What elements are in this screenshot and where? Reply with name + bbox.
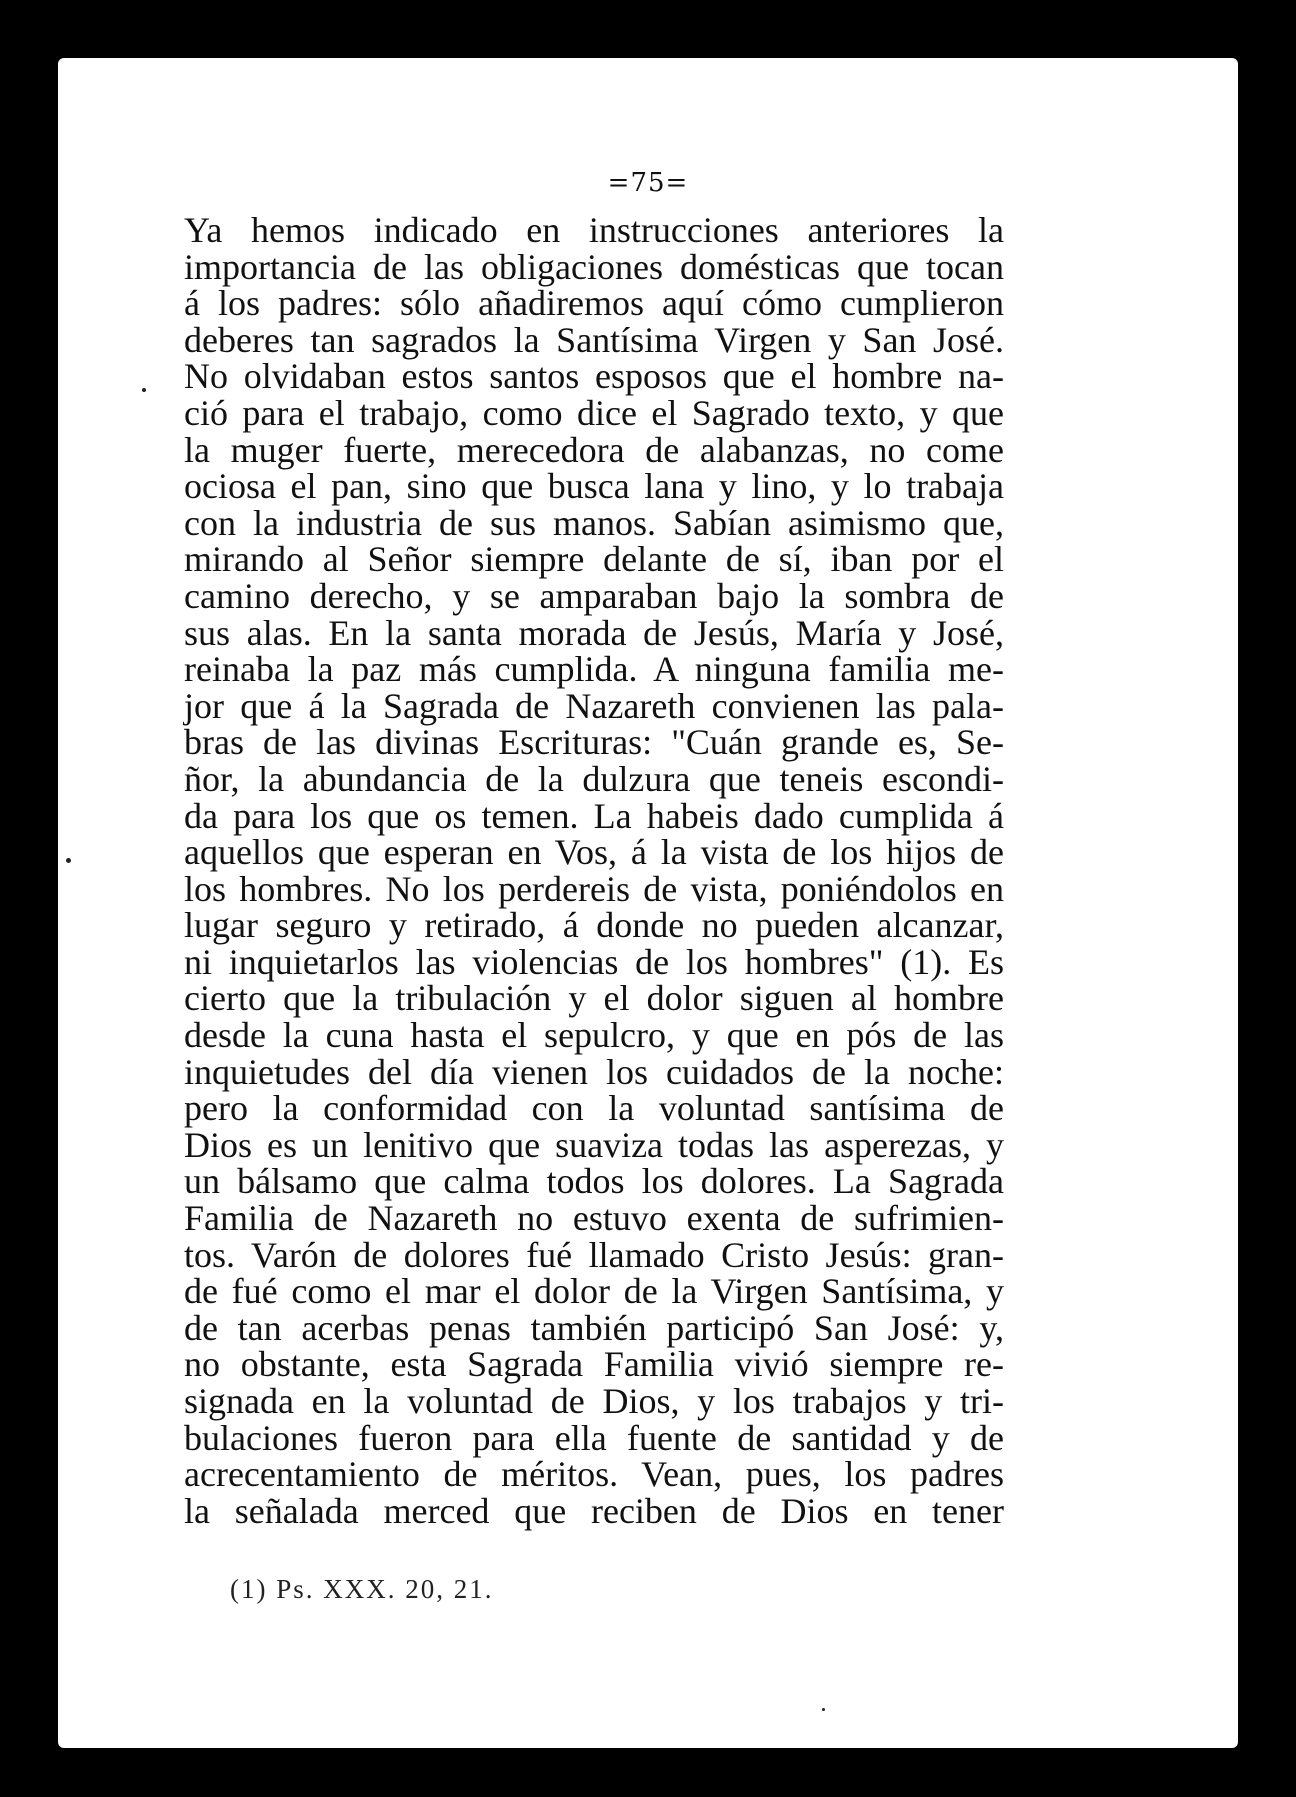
text-line: pero la conformidad con la voluntad santísima de xyxy=(184,1088,1004,1129)
text-line: No olvidaban estos santos esposos que el hombre na- xyxy=(184,356,1004,397)
text-line: un bálsamo que calma todos los dolores. La Sagrada xyxy=(184,1161,1004,1202)
text-line: la muger fuerte, merecedora de alabanzas, no come xyxy=(184,429,1004,470)
text-line: de fué como el mar el dolor de la Virgen Santísima, y xyxy=(184,1271,1004,1312)
text-line: ció para el trabajo, como dice el Sagrado texto, y que xyxy=(184,392,1004,433)
text-line: acrecentamiento de méritos. Vean, pues, los padres xyxy=(184,1454,1004,1495)
text-line: aquellos que esperan en Vos, á la vista de los hijos de xyxy=(184,832,1004,873)
text-line: sus alas. En la santa morada de Jesús, María y José, xyxy=(184,612,1004,653)
text-line: ociosa el pan, sino que busca lana y lino, y lo trabaja xyxy=(184,466,1004,507)
text-line: importancia de las obligaciones domésticas que tocan xyxy=(184,246,1004,287)
text-line: da para los que os temen. La habeis dado cumplida á xyxy=(184,795,1004,836)
text-line: deberes tan sagrados la Santísima Virgen y San José. xyxy=(184,319,1004,360)
text-line: camino derecho, y se amparaban bajo la sombra de xyxy=(184,575,1004,616)
text-line: la señalada merced que reciben de Dios en tener xyxy=(184,1490,1004,1531)
text-line: de tan acerbas penas también participó San José: y, xyxy=(184,1307,1004,1348)
book-page xyxy=(58,58,1238,1748)
text-line: signada en la voluntad de Dios, y los trabajos y tri- xyxy=(184,1381,1004,1421)
text-line: cierto que la tribulación y el dolor siguen al hombre xyxy=(184,978,1004,1019)
text-line: reinaba la paz más cumplida. A ninguna familia me- xyxy=(184,649,1004,690)
text-line: tos. Varón de dolores fué llamado Cristo Jesús: gran- xyxy=(184,1234,1004,1275)
text-line: los hombres. No los perdereis de vista, poniéndolos en xyxy=(184,868,1004,909)
page-number: =75= xyxy=(607,168,689,198)
text-line: con la industria de sus manos. Sabían asimismo que, xyxy=(184,502,1004,543)
text-line: bulaciones fueron para ella fuente de santidad y de xyxy=(184,1417,1004,1458)
text-line: ni inquietarlos las violencias de los hombres" (1). Es xyxy=(184,941,1004,982)
text-line: á los padres: sólo añadiremos aquí cómo cumplieron xyxy=(184,283,1004,324)
text-line: Ya hemos indicado en instrucciones anteriores la xyxy=(184,210,1004,250)
scan-speck xyxy=(142,388,146,392)
text-line: bras de las divinas Escrituras: "Cuán grande es, Se- xyxy=(184,722,1004,763)
body-text xyxy=(184,212,1004,1529)
footnote: (1) Ps. XXX. 20, 21. xyxy=(230,1574,494,1604)
text-line: jor que á la Sagrada de Nazareth convienen las pala- xyxy=(184,685,1004,726)
text-line: desde la cuna hasta el sepulcro, y que en pós de las xyxy=(184,1015,1004,1056)
text-line: inquietudes del día vienen los cuidados de la noche: xyxy=(184,1051,1004,1092)
scan-speck xyxy=(66,858,71,863)
text-line: lugar seguro y retirado, á donde no pueden alcanzar, xyxy=(184,905,1004,946)
text-line: Dios es un lenitivo que suaviza todas las asperezas, y xyxy=(184,1124,1004,1165)
text-line: Familia de Nazareth no estuvo exenta de sufrimien- xyxy=(184,1198,1004,1239)
text-line: mirando al Señor siempre delante de sí, iban por el xyxy=(184,539,1004,580)
text-line: no obstante, esta Sagrada Familia vivió siempre re- xyxy=(184,1344,1004,1385)
scan-speck xyxy=(822,1708,825,1711)
text-line: ñor, la abundancia de la dulzura que teneis escondi- xyxy=(184,758,1004,799)
